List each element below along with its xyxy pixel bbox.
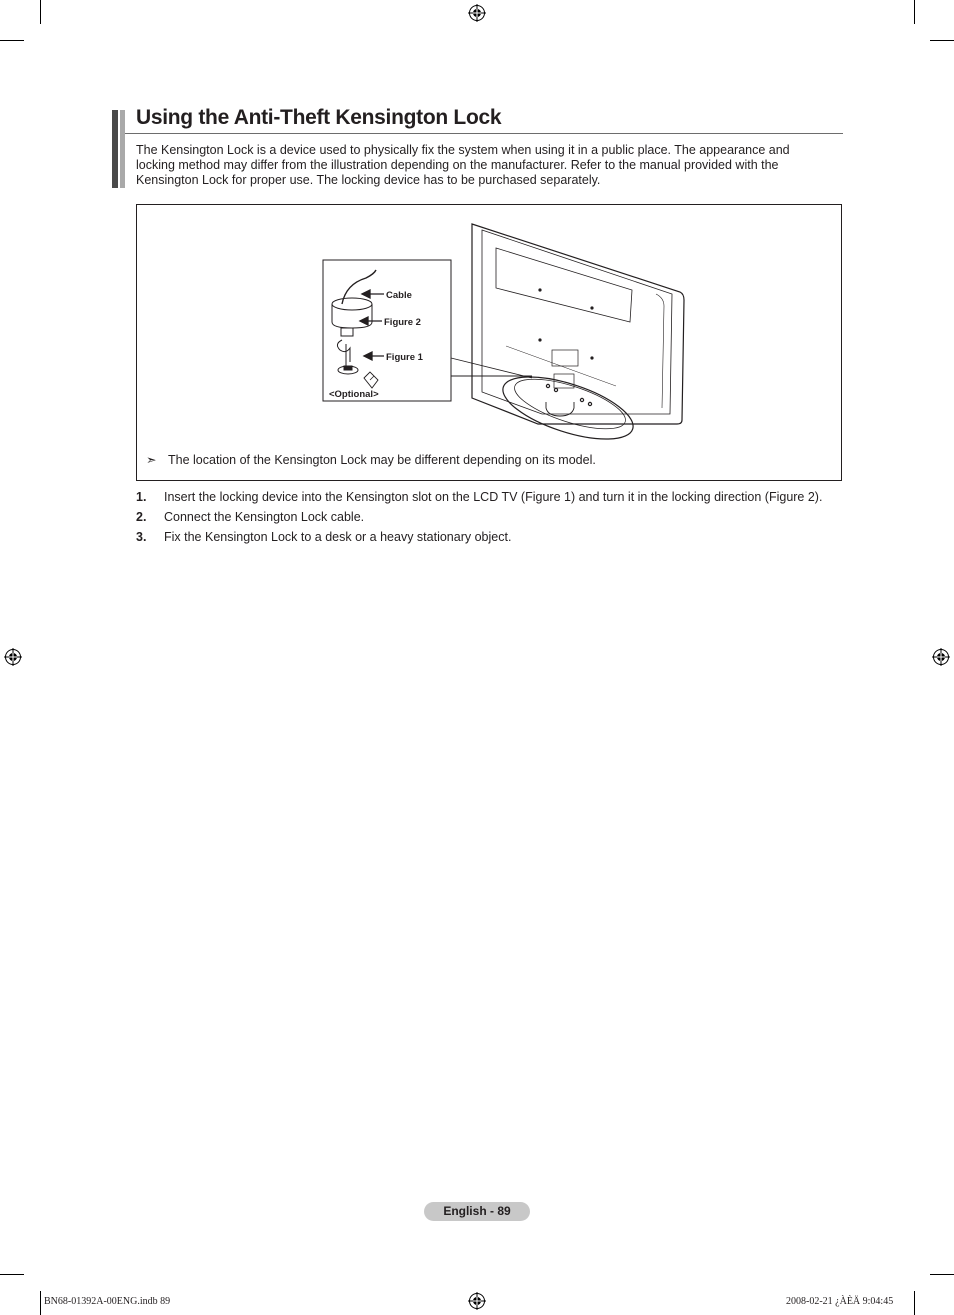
step-number: 2. [136,510,147,524]
list-item [136,490,826,505]
note-arrow-icon: ➣ [146,453,157,467]
registration-mark-icon [4,648,22,666]
title-underline [125,133,843,134]
cable-label: Cable [386,290,412,301]
crop-mark [914,1291,915,1315]
figure2-label: Figure 2 [384,317,421,328]
list-item [136,510,826,525]
list-item [136,530,826,545]
title-accent-bar [120,110,125,188]
step-text: Fix the Kensington Lock to a desk or a heavy stationary object. [164,530,512,544]
intro-paragraph: The Kensington Lock is a device used to physically fix the system when using it in a public place. The appearance and locking method may differ from the illustration depending on the manufacturer. Refer to the manual provided with the Kensington Lock for proper use. The locking device has to be purchased separately. [136,143,790,187]
step-number: 3. [136,530,147,544]
figure-note [146,452,596,467]
crop-mark [0,1274,24,1275]
optional-label: <Optional> [329,389,379,400]
print-slug-file: BN68-01392A-00ENG.indb 89 [44,1296,171,1307]
crop-mark [914,0,915,24]
note-text: The location of the Kensington Lock may be different depending on its model. [168,453,596,467]
crop-mark [0,40,24,41]
lock-detail-inset [323,260,451,401]
step-text: Connect the Kensington Lock cable. [164,510,365,524]
page-number-badge: English - 89 [424,1202,530,1221]
crop-mark [930,40,954,41]
registration-mark-icon [468,4,486,22]
crop-mark [40,1291,41,1315]
registration-mark-icon [932,648,950,666]
registration-mark-icon [468,1292,486,1310]
page-title: Using the Anti-Theft Kensington Lock [136,106,502,129]
figure1-label: Figure 1 [386,352,423,363]
tv-rear-illustration [472,224,684,440]
step-text: Insert the locking device into the Kensington slot on the LCD TV (Figure 1) and turn it in the locking direction (Figure 2). [164,490,823,504]
crop-mark [40,0,41,24]
callout-lines [451,358,532,378]
title-accent-bar [112,110,118,188]
step-number: 1. [136,490,147,504]
kensington-illustration [320,218,690,440]
print-slug-date: 2008-02-21 ¿ÀÈÄ 9:04:45 [786,1296,894,1307]
steps-list [136,490,826,550]
crop-mark [930,1274,954,1275]
